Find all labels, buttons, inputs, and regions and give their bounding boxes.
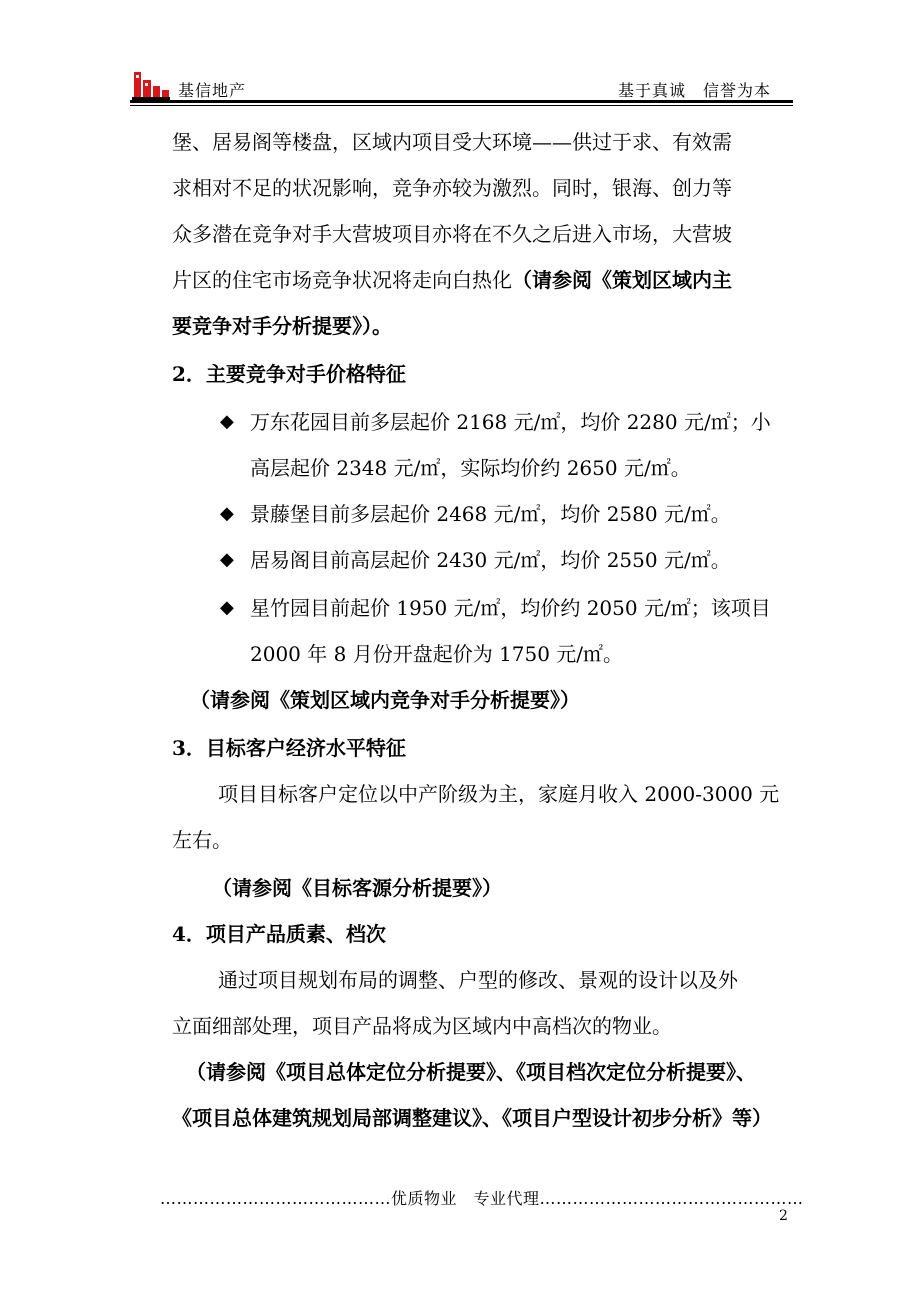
paragraph-line: 左右。	[172, 828, 232, 852]
company-logo-icon	[132, 66, 170, 100]
bullet-line: 万东花园目前多层起价 2168 元/㎡，均价 2280 元/㎡；小	[250, 410, 771, 434]
bullet-line: 2000 年 8 月份开盘起价为 1750 元/㎡。	[250, 642, 624, 666]
paragraph-line: 立面细部处理，项目产品将成为区域内中高档次的物业。	[172, 1014, 672, 1038]
section-heading: 2．主要竞争对手价格特征	[172, 362, 406, 386]
bullet-diamond-icon: ◆	[220, 549, 234, 570]
reference-note: 要竞争对手分析提要》）。	[172, 314, 392, 338]
footer-text: ……………………………………优质物业 专业代理…………………………………………	[160, 1189, 804, 1208]
page-header	[130, 62, 793, 104]
bullet-diamond-icon: ◆	[220, 411, 234, 432]
bullet-line: 高层起价 2348 元/㎡，实际均价约 2650 元/㎡。	[250, 456, 691, 480]
company-name: 基信地产	[178, 81, 247, 100]
bullet-line: 居易阁目前高层起价 2430 元/㎡，均价 2550 元/㎡。	[250, 548, 731, 572]
header-slogan: 基于真诚 信誉为本	[617, 81, 771, 100]
reference-note: （请参阅《项目总体定位分析提要》、《项目档次定位分析提要》、	[186, 1060, 756, 1084]
paragraph-line	[172, 266, 732, 294]
reference-note: （请参阅《策划区域内竞争对手分析提要》）	[190, 688, 580, 712]
paragraph-line: 求相对不足的状况影响，竞争亦较为激烈。同时，银海、创力等	[172, 176, 732, 200]
section-heading: 4．项目产品质素、档次	[172, 922, 386, 946]
reference-note: （请参阅《目标客源分析提要》）	[212, 876, 502, 900]
bullet-line: 星竹园目前起价 1950 元/㎡，均价约 2050 元/㎡；该项目	[250, 596, 771, 620]
reference-note: 《项目总体建筑规划局部调整建议》、《项目户型设计初步分析》等）	[172, 1106, 772, 1130]
header-rule	[130, 100, 793, 103]
header-rule-thin	[130, 105, 793, 106]
paragraph-line: 众多潜在竞争对手大营坡项目亦将在不久之后进入市场，大营坡	[172, 222, 732, 246]
section-heading: 3．目标客户经济水平特征	[172, 736, 406, 760]
bullet-diamond-icon: ◆	[220, 503, 234, 524]
page-number: 2	[779, 1208, 788, 1224]
reference-note: （请参阅《策划区域内主	[512, 268, 732, 292]
paragraph-text: 片区的住宅市场竞争状况将走向白热化	[172, 268, 512, 292]
paragraph-line: 通过项目规划布局的调整、户型的修改、景观的设计以及外	[218, 968, 738, 992]
bullet-diamond-icon: ◆	[220, 597, 234, 618]
paragraph-line: 堡、居易阁等楼盘，区域内项目受大环境——供过于求、有效需	[172, 130, 732, 154]
bullet-line: 景藤堡目前多层起价 2468 元/㎡，均价 2580 元/㎡。	[250, 502, 731, 526]
paragraph-line: 项目目标客户定位以中产阶级为主，家庭月收入 2000-3000 元	[218, 782, 780, 806]
